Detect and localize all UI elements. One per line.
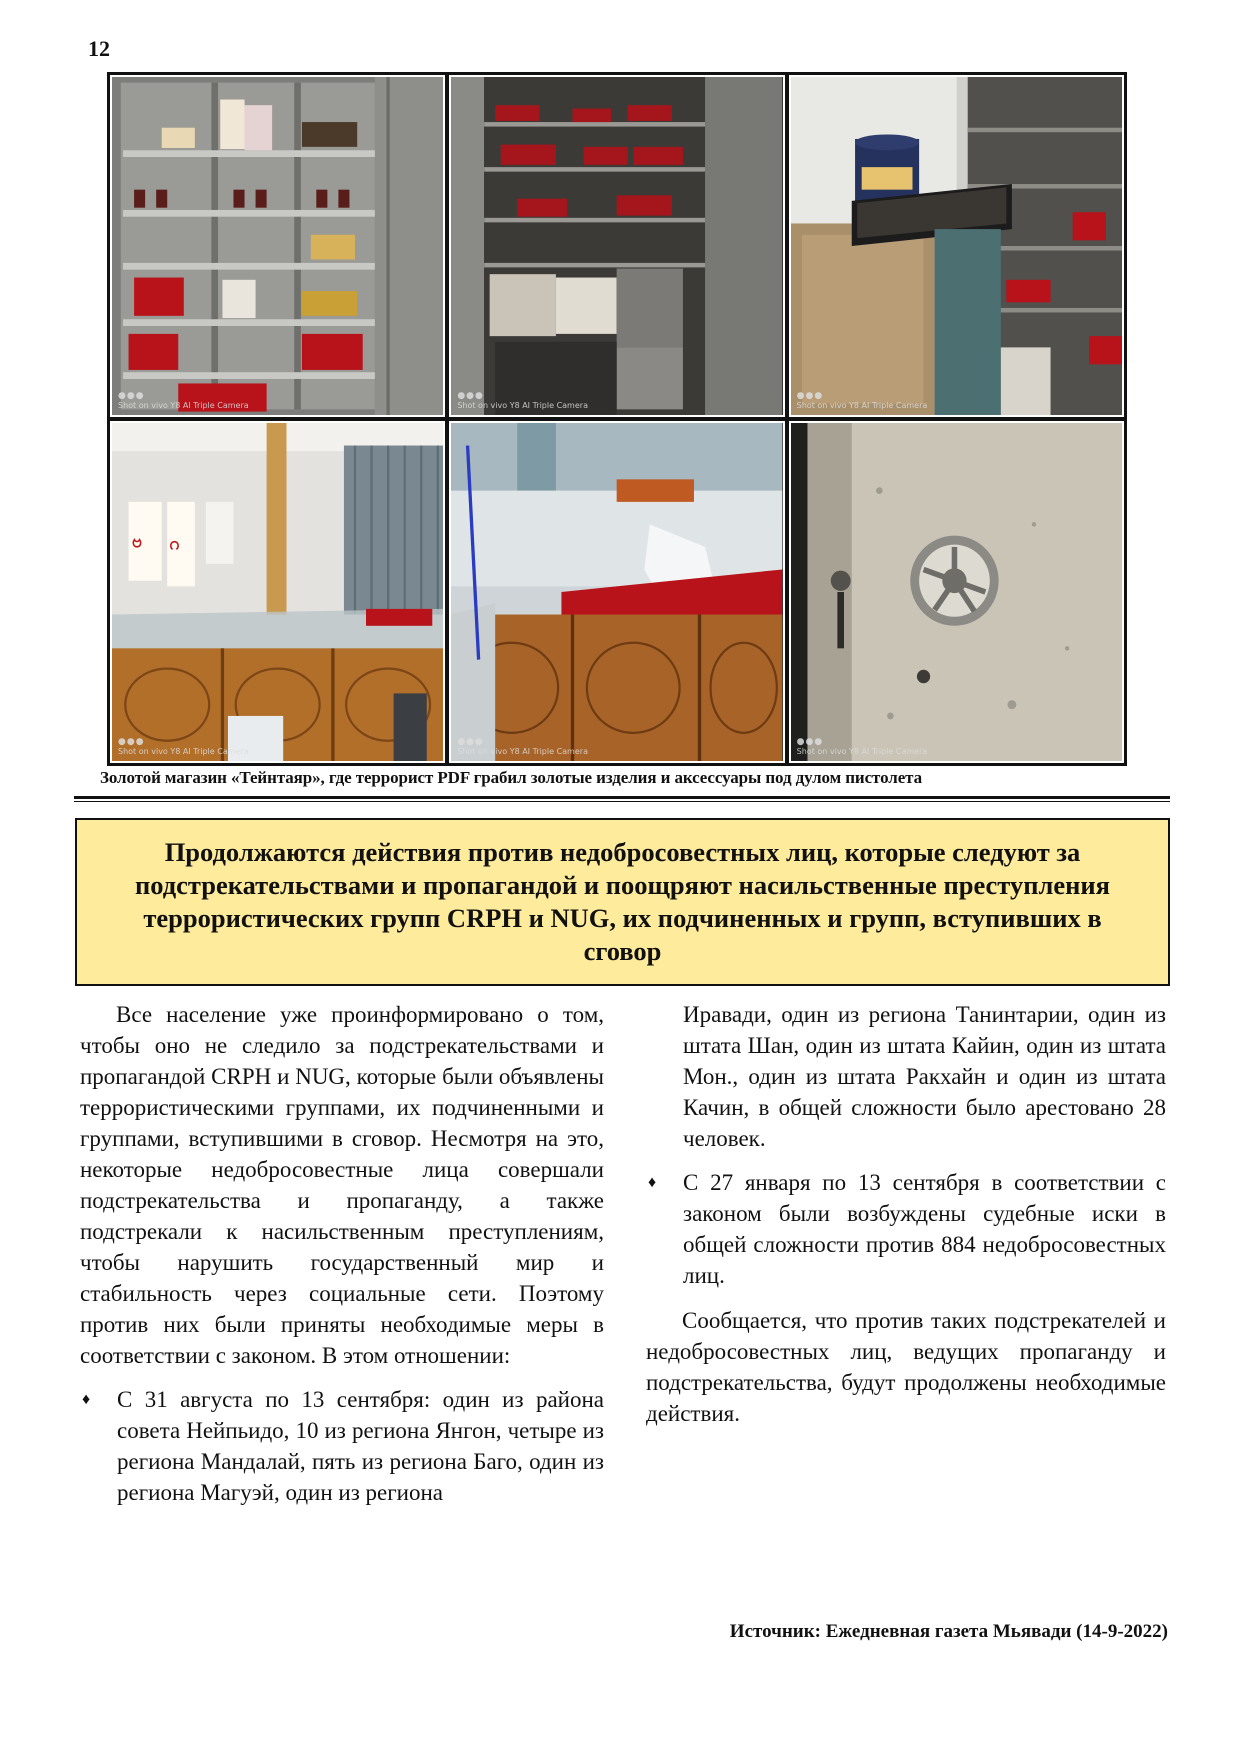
photo-safe-door xyxy=(789,421,1124,763)
diamond-bullet-icon: ♦ xyxy=(648,1174,657,1191)
bullet-arrests-text-part1: С 31 августа по 13 сентября: один из района совета Нейпьидо, 10 из региона Янгон, четыре из региона Мандалай, пять из региона Баго, один из региона Магуэй, один из региона xyxy=(117,1387,604,1505)
camera-watermark: ●●● Shot on vivo Y8 AI Triple Camera xyxy=(796,391,928,410)
article-column-left xyxy=(80,999,604,1508)
bullet-lawsuits-text: С 27 января по 13 сентября в соответствии с законом были возбуждены судебные иски в общей сложности против 884 недобросовестных лиц. xyxy=(683,1170,1166,1288)
page-number: 12 xyxy=(88,36,110,61)
photo-display-counters xyxy=(110,421,445,763)
divider-thin xyxy=(74,801,1170,802)
source-credit: Источник: Ежедневная газета Мьявади (14-9-2022) xyxy=(729,1621,1168,1642)
camera-watermark: ●●● Shot on vivo Y8 AI Triple Camera xyxy=(118,737,249,756)
svg-text:ဗ: ဗ xyxy=(131,530,142,552)
article-intro: Все население уже проинформировано о том, чтобы оно не следило за подстрекательствами и пропагандой CRPH и NUG, которые были объявлены террористическими группами, их подчиненными и группами, вступившими в сговор. Несмотря на это, некоторые недобросовестные лица совершали подстрекательства и пропаганду, а также подстрекали к насильственным преступлениям, чтобы нарушить государственный мир и стабильность через социальные сети. Поэтому против них были приняты необходимые меры в соответствии с законом. В этом отношении: xyxy=(80,1002,604,1368)
svg-text:ဂ: ဂ xyxy=(169,533,180,555)
photo-grid xyxy=(107,72,1127,766)
headline: Продолжаются действия против недобросовестных лиц, которые следуют за подстрекательствами и пропагандой и поощряют насильственные преступления террористических групп CRPH и NUG, их подчиненных и групп, вступивших в сговор xyxy=(134,837,1110,966)
diamond-bullet-icon: ♦ xyxy=(82,1391,91,1408)
camera-watermark: ●●● Shot on vivo Y8 AI Triple Camera xyxy=(118,391,249,410)
camera-watermark: ●●● Shot on vivo Y8 AI Triple Camera xyxy=(457,391,588,410)
photo-tin-and-tray xyxy=(789,75,1124,417)
bullet-arrests-continued xyxy=(646,999,1166,1154)
article-closing: Сообщается, что против таких подстрекателей и недобросовестных лиц, ведущих пропаганду и подстрекательства, будут продолжены необходимые действия. xyxy=(646,1308,1166,1426)
photo-looted-counter xyxy=(449,421,784,763)
photo-shelves-display xyxy=(110,75,445,417)
photo-open-cabinet xyxy=(449,75,784,417)
headline-box xyxy=(75,818,1170,986)
camera-watermark: ●●● Shot on vivo Y8 AI Triple Camera xyxy=(796,737,928,756)
photo-caption: Золотой магазин «Тейнтаяр», где террорист PDF грабил золотые изделия и аксессуары под дулом пистолета xyxy=(100,768,922,787)
bullet-lawsuits xyxy=(646,1167,1166,1291)
bullet-arrests xyxy=(80,1384,604,1508)
camera-watermark: ●●● Shot on vivo Y8 AI Triple Camera xyxy=(457,737,588,756)
article-column-right xyxy=(646,999,1166,1429)
divider-thick xyxy=(74,796,1170,799)
bullet-arrests-text-part2: Иравади, один из региона Танинтарии, один из штата Шан, один из штата Кайин, один из штата Мон., один из штата Ракхайн и один из штата Качин, в общей сложности было арестовано 28 человек. xyxy=(683,1002,1166,1151)
